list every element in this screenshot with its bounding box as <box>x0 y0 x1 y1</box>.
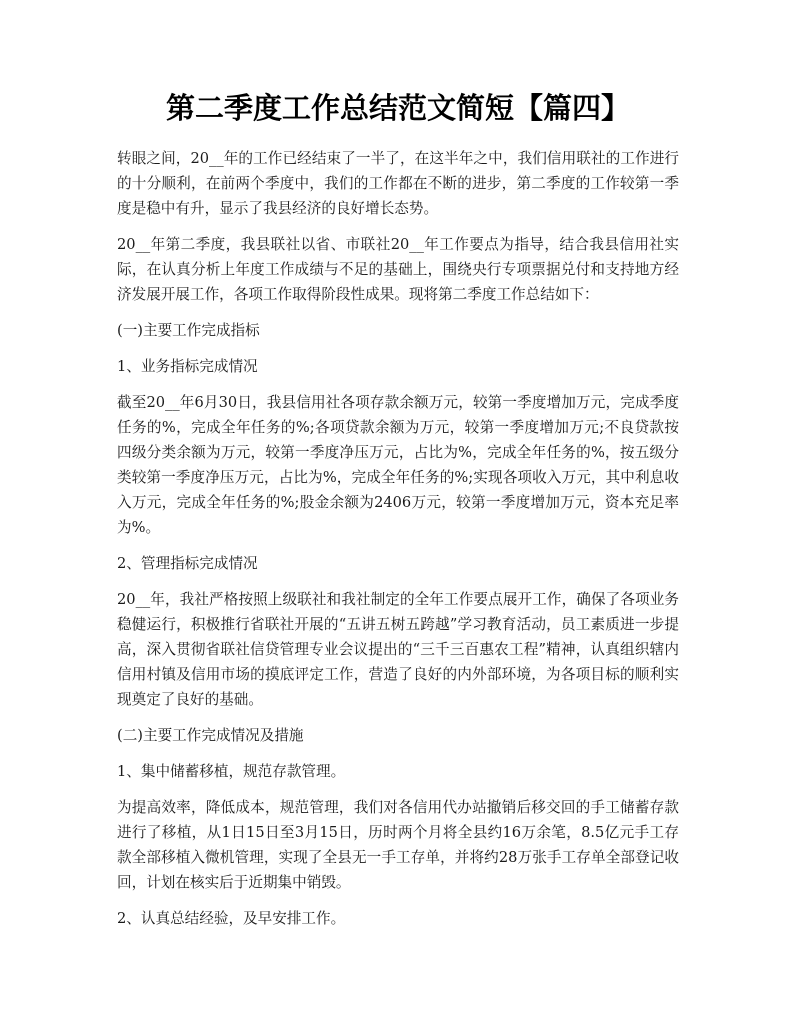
subheading-savings-migration: 1、集中储蓄移植，规范存款管理。 <box>117 763 346 780</box>
paragraph-savings-migration: 为提高效率，降低成本，规范管理，我们对各信用代办站撤销后移交回的手工储蓄存款进行了移植，从1日15日至3月15日，历时两个月将全县约16万余笔，8.5亿元手工存款全部移植入微机管理，实现了全县无一手工存单，并将约28万张手工存单全部登记收回，计划在核实后于近期集中销毁。 <box>117 799 679 891</box>
subheading-management-indicators: 2、管理指标完成情况 <box>117 555 258 572</box>
paragraph-intro: 转眼之间，20__年的工作已经结束了一半了，在这半年之中，我们信用联社的工作进行的十分顺利，在前两个季度中，我们的工作都在不断的进步，第二季度的工作较第一季度是稳中有升，显示了我县经济的良好增长态势。 <box>117 150 679 217</box>
paragraph-business-indicators: 截至20__年6月30日，我县信用社各项存款余额万元，较第一季度增加万元，完成季度任务的%，完成全年任务的%;各项贷款余额为万元，较第一季度增加万元;不良贷款按四级分类余额为万元，较第一季度净压万元，占比为%，完成全年任务的%，按五级分类较第一季度净压万元，占比为%，完成全年任务的%;实现各项收入万元，其中利息收入万元，完成全年任务的%;股金余额为2406万元，较第一季度增加万元，资本充足率为%。 <box>117 394 679 536</box>
section-heading-main-indicators: (一)主要工作完成指标 <box>117 322 260 339</box>
section-heading-measures: (二)主要工作完成情况及措施 <box>117 727 304 744</box>
subheading-summarize-experience: 2、认真总结经验，及早安排工作。 <box>117 910 346 927</box>
document-body <box>117 146 679 942</box>
paragraph-overview: 20__年第二季度，我县联社以省、市联社20__年工作要点为指导，结合我县信用社实际，在认真分析上年度工作成绩与不足的基础上，围绕央行专项票据兑付和支持地方经济发展开展工作，各项工作取得阶段性成果。现将第二季度工作总结如下： <box>117 236 679 303</box>
paragraph-management-indicators: 20__年，我社严格按照上级联社和我社制定的全年工作要点展开工作，确保了各项业务稳健运行，积极推行省联社开展的“五讲五树五跨越”学习教育活动，员工素质进一步提高，深入贯彻省联社信贷管理专业会议提出的“三千三百惠农工程”精神，认真组织辖内信用村镇及信用市场的摸底评定工作，营造了良好的内外部环境，为各项目标的顺利实现奠定了良好的基础。 <box>117 591 679 708</box>
subheading-business-indicators: 1、业务指标完成情况 <box>117 358 258 375</box>
page-title: 第二季度工作总结范文简短【篇四】 <box>165 91 630 125</box>
